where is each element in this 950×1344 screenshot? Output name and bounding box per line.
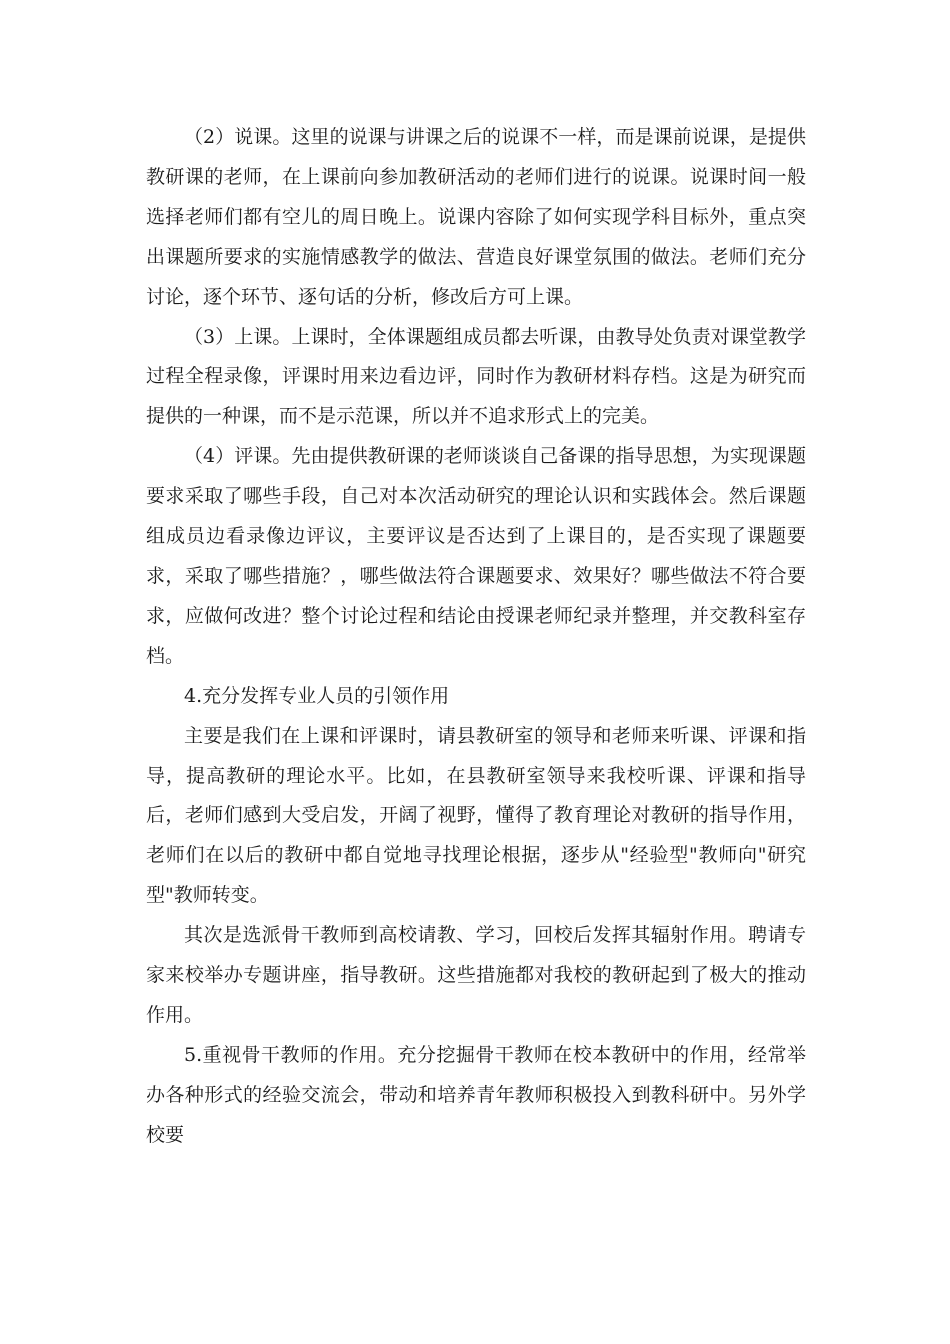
paragraph-lesson-evaluation: （4）评课。先由提供教研课的老师谈谈自己备课的指导思想，为实现课题要求采取了哪些手段，自己对本次活动研究的理论认识和实践体会。然后课题组成员边看录像边评议，主要评议是否达到了上课目的，是否实现了课题要求，采取了哪些措施？，哪些做法符合课题要求、效果好？哪些做法不符合要求，应做何改进？整个讨论过程和结论由授课老师纪录并整理，并交教科室存档。 [146, 445, 806, 667]
paragraph-lesson-teaching: （3）上课。上课时，全体课题组成员都去听课，由教导处负责对课堂教学过程全程录像，评课时用来边看边评，同时作为教研材料存档。这是为研究而提供的一种课，而不是示范课，所以并不追求形式上的完美。 [146, 325, 806, 428]
paragraph-county-guidance: 主要是我们在上课和评课时，请县教研室的领导和老师来听课、评课和指导，提高教研的理论水平。比如，在县教研室领导来我校听课、评课和指导后，老师们感到大受启发，开阔了视野，懂得了教育理论对教研的指导作用，老师们在以后的教研中都自觉地寻找理论根据，逐步从"经验型"教师向"研究型"教师转变。 [146, 724, 806, 907]
paragraph-lesson-explanation: （2）说课。这里的说课与讲课之后的说课不一样，而是课前说课，是提供教研课的老师，在上课前向参加教研活动的老师们进行的说课。说课时间一般选择老师们都有空儿的周日晚上。说课内容除了如何实现学科目标外，重点突出课题所要求的实施情感教学的做法、营造良好课堂氛围的做法。老师们充分讨论，逐个环节、逐句话的分析，修改后方可上课。 [146, 126, 806, 308]
paragraph-backbone-training: 其次是选派骨干教师到高校请教、学习，回校后发挥其辐射作用。聘请专家来校举办专题讲座，指导教研。这些措施都对我校的教研起到了极大的推动作用。 [146, 924, 806, 1026]
section-heading-professional-guidance: 4.充分发挥专业人员的引领作用 [184, 684, 450, 707]
paragraph-backbone-teachers: 5.重视骨干教师的作用。充分挖掘骨干教师在校本教研中的作用，经常举办各种形式的经验交流会，带动和培养青年教师积极投入到教科研中。另外学校要 [146, 1043, 806, 1146]
document-body [146, 118, 806, 1156]
